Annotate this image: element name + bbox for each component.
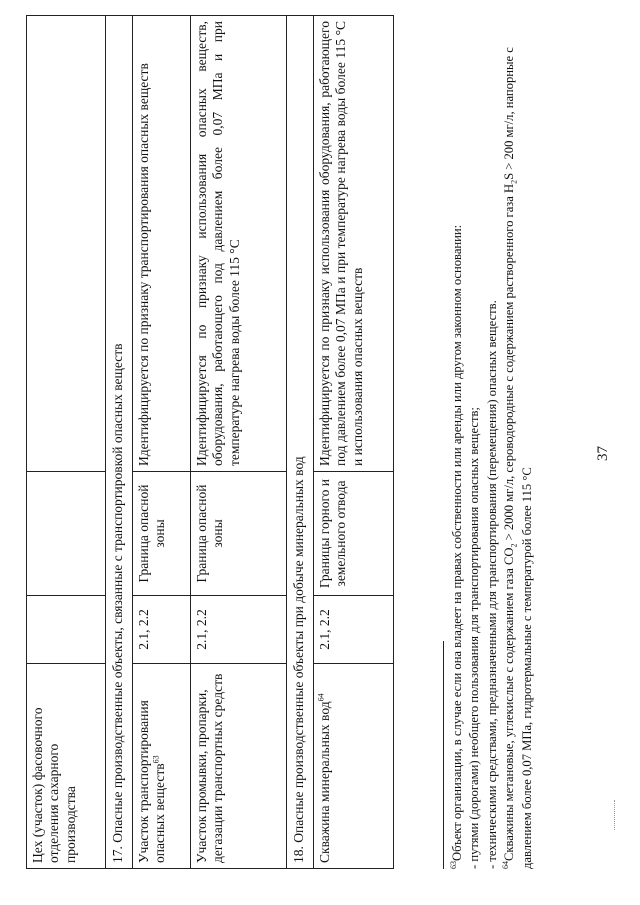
description-cell: Идентифицируется по признаку использования опасных веществ, оборудования, работающего под давлением более 0,07 МПа и при температуре нагрева воды более 115 °С — [191, 16, 287, 472]
description-cell — [27, 16, 106, 472]
object-name-cell: Цех (участок) фасовочного отделения сахарного производства — [27, 664, 106, 869]
object-name-cell: Скважина минеральных вод$^{64}$ — [314, 664, 394, 869]
scan-edge-mark — [614, 800, 616, 830]
boundary-cell: Граница опасной зоны — [133, 472, 191, 596]
boundary-cell — [27, 472, 106, 596]
object-name-cell: Участок промывки, пропарки, дегазации транспортных средств — [191, 664, 287, 869]
criteria-cell — [27, 596, 106, 664]
section-heading: 18. Опасные производственные объекты при добыче минеральных вод — [287, 16, 314, 869]
boundary-cell: Границы горного и земельного отвода — [314, 472, 394, 596]
section-row — [287, 16, 314, 869]
hazard-objects-table — [26, 15, 394, 869]
footnotes — [449, 16, 536, 869]
footnote-63-item: - техническими средствами, предназначенными для транспортирования (перемещения) опасных веществ. — [484, 300, 499, 869]
object-name-cell: Участок транспортирования опасных веществ$^{63}$ — [133, 664, 191, 869]
section-heading: 17. Опасные производственные объекты, связанные с транспортировкой опасных веществ — [106, 16, 133, 869]
criteria-cell: 2.1, 2.2 — [191, 596, 287, 664]
footnote-mark: 63 — [448, 861, 458, 869]
table-row — [314, 16, 394, 869]
footnote-separator — [443, 641, 444, 869]
table-row — [133, 16, 191, 869]
criteria-cell: 2.1, 2.2 — [133, 596, 191, 664]
footnote-63-item: - путями (дорогами) необщего пользования для транспортирования опасных веществ; — [467, 407, 482, 869]
footnote-64: $^{64}$Скважины метановые, углекислые с содержанием газа $СО_2 > 2000$ мг/л, сероводородные с содержанием растворенного газа $H_2S > 200$ мг/л, напорные с давлением более 0,07 МПа, гидротермальные с температурой более 115 °С — [500, 47, 534, 869]
footnote-63: $^{63}$Объект организации, в случае если она владеет на правах собственности или аренды или другом законном основании: — [448, 224, 464, 869]
section-row — [106, 16, 133, 869]
criteria-cell: 2.1, 2.2 — [314, 596, 394, 664]
footnote-ref: 64 — [316, 693, 326, 702]
table-row — [191, 16, 287, 869]
boundary-cell: Граница опасной зоны — [191, 472, 287, 596]
table-row — [27, 16, 106, 869]
footnote-mark: 64 — [500, 861, 510, 869]
footnote-ref: 63 — [151, 755, 161, 764]
description-cell: Идентифицируется по признаку использования оборудования, работающего под давлением более 0,07 МПа и при температуре нагрева воды более 115 °С и использования опасных веществ — [314, 16, 394, 472]
description-cell: Идентифицируется по признаку транспортирования опасных веществ — [133, 16, 191, 472]
page-number: 37 — [595, 446, 611, 461]
